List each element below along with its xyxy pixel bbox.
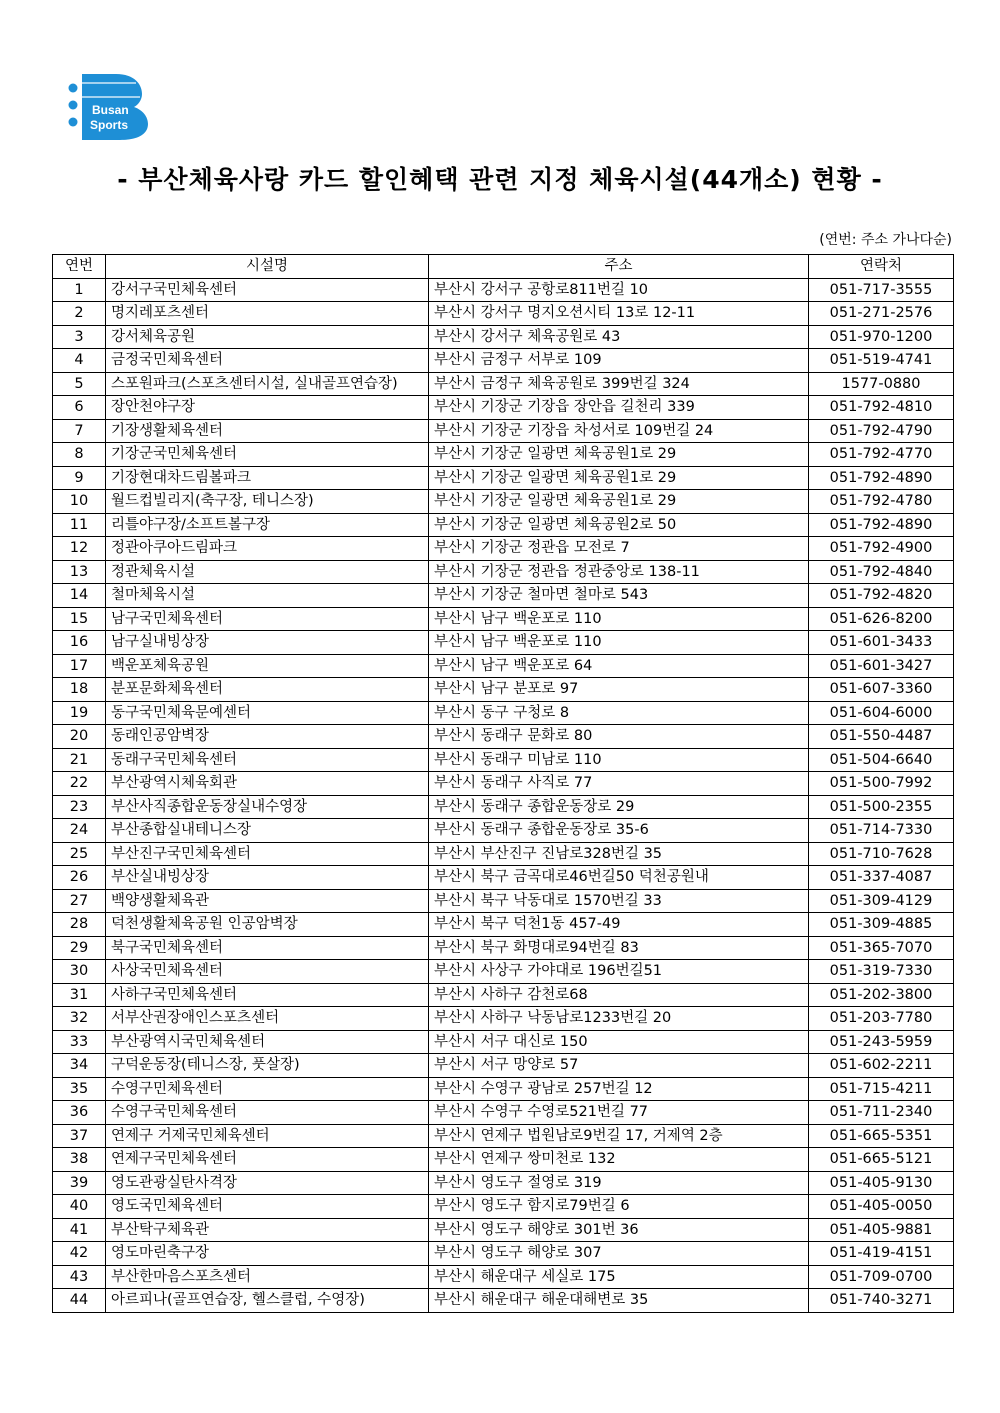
facility-phone: 051-550-4487 bbox=[809, 725, 954, 749]
facility-name: 기장군국민체육센터 bbox=[106, 443, 429, 467]
logo-text-line2: Sports bbox=[90, 118, 129, 132]
facility-name: 북구국민체육센터 bbox=[106, 936, 429, 960]
facility-phone: 051-500-2355 bbox=[809, 795, 954, 819]
table-row bbox=[53, 1124, 954, 1148]
table-row bbox=[53, 678, 954, 702]
facility-name: 분포문화체육센터 bbox=[106, 678, 429, 702]
facility-name: 정관체육시설 bbox=[106, 560, 429, 584]
facility-name: 부산사직종합운동장실내수영장 bbox=[106, 795, 429, 819]
row-number: 40 bbox=[53, 1195, 106, 1219]
facility-address: 부산시 해운대구 해운대해변로 35 bbox=[429, 1289, 809, 1313]
facility-name: 기장생활체육센터 bbox=[106, 419, 429, 443]
facility-phone: 051-203-7780 bbox=[809, 1007, 954, 1031]
facility-address: 부산시 영도구 절영로 319 bbox=[429, 1171, 809, 1195]
table-row bbox=[53, 1077, 954, 1101]
facility-phone: 051-792-4900 bbox=[809, 537, 954, 561]
facility-phone: 051-202-3800 bbox=[809, 983, 954, 1007]
facility-address: 부산시 기장군 일광면 체육공원1로 29 bbox=[429, 443, 809, 467]
table-row bbox=[53, 1265, 954, 1289]
facility-name: 부산진구국민체육센터 bbox=[106, 842, 429, 866]
table-row bbox=[53, 889, 954, 913]
facility-address: 부산시 동래구 사직로 77 bbox=[429, 772, 809, 796]
facility-phone: 051-500-7992 bbox=[809, 772, 954, 796]
facility-name: 부산한마음스포츠센터 bbox=[106, 1265, 429, 1289]
facility-phone: 051-504-6640 bbox=[809, 748, 954, 772]
facility-phone: 051-337-4087 bbox=[809, 866, 954, 890]
facility-address: 부산시 수영구 수영로521번길 77 bbox=[429, 1101, 809, 1125]
row-number: 44 bbox=[53, 1289, 106, 1313]
facility-phone: 051-271-2576 bbox=[809, 302, 954, 326]
table-row bbox=[53, 396, 954, 420]
facility-address: 부산시 연제구 법원남로9번길 17, 거제역 2층 bbox=[429, 1124, 809, 1148]
facility-name: 아르피나(골프연습장, 헬스클럽, 수영장) bbox=[106, 1289, 429, 1313]
facility-name: 연제구국민체육센터 bbox=[106, 1148, 429, 1172]
row-number: 1 bbox=[53, 278, 106, 302]
header-contact: 연락처 bbox=[809, 255, 954, 279]
facility-address: 부산시 사상구 가야대로 196번길51 bbox=[429, 960, 809, 984]
facility-phone: 051-792-4770 bbox=[809, 443, 954, 467]
facility-phone: 051-519-4741 bbox=[809, 349, 954, 373]
facility-name: 강서체육공원 bbox=[106, 325, 429, 349]
facility-phone: 1577-0880 bbox=[809, 372, 954, 396]
facility-phone: 051-405-9130 bbox=[809, 1171, 954, 1195]
facility-address: 부산시 사하구 감천로68 bbox=[429, 983, 809, 1007]
table-row bbox=[53, 372, 954, 396]
table-row bbox=[53, 1148, 954, 1172]
facility-address: 부산시 남구 백운포로 64 bbox=[429, 654, 809, 678]
facility-name: 장안천야구장 bbox=[106, 396, 429, 420]
facility-phone: 051-405-0050 bbox=[809, 1195, 954, 1219]
facility-phone: 051-419-4151 bbox=[809, 1242, 954, 1266]
facility-address: 부산시 북구 금곡대로46번길50 덕천공원내 bbox=[429, 866, 809, 890]
table-row bbox=[53, 748, 954, 772]
facility-name: 덕천생활체육공원 인공암벽장 bbox=[106, 913, 429, 937]
facility-address: 부산시 강서구 명지오션시티 13로 12-11 bbox=[429, 302, 809, 326]
row-number: 27 bbox=[53, 889, 106, 913]
table-row bbox=[53, 1030, 954, 1054]
table-row bbox=[53, 1195, 954, 1219]
facility-name: 부산광역시국민체육센터 bbox=[106, 1030, 429, 1054]
facility-address: 부산시 기장군 기장읍 차성서로 109번길 24 bbox=[429, 419, 809, 443]
facilities-table bbox=[52, 254, 954, 1313]
row-number: 42 bbox=[53, 1242, 106, 1266]
facility-address: 부산시 사하구 낙동남로1233번길 20 bbox=[429, 1007, 809, 1031]
table-row bbox=[53, 1007, 954, 1031]
facility-name: 백양생활체육관 bbox=[106, 889, 429, 913]
table-row bbox=[53, 560, 954, 584]
facility-address: 부산시 동래구 종합운동장로 29 bbox=[429, 795, 809, 819]
facility-name: 부산광역시체육회관 bbox=[106, 772, 429, 796]
facility-name: 동구국민체육문예센터 bbox=[106, 701, 429, 725]
facility-name: 금정국민체육센터 bbox=[106, 349, 429, 373]
table-row bbox=[53, 325, 954, 349]
facility-name: 리틀야구장/소프트볼구장 bbox=[106, 513, 429, 537]
row-number: 22 bbox=[53, 772, 106, 796]
facility-name: 부산탁구체육관 bbox=[106, 1218, 429, 1242]
row-number: 20 bbox=[53, 725, 106, 749]
row-number: 41 bbox=[53, 1218, 106, 1242]
row-number: 15 bbox=[53, 607, 106, 631]
facility-address: 부산시 기장군 일광면 체육공원1로 29 bbox=[429, 490, 809, 514]
table-row bbox=[53, 466, 954, 490]
facility-phone: 051-710-7628 bbox=[809, 842, 954, 866]
table-row bbox=[53, 983, 954, 1007]
facility-address: 부산시 부산진구 진남로328번길 35 bbox=[429, 842, 809, 866]
row-number: 30 bbox=[53, 960, 106, 984]
facility-address: 부산시 북구 덕천1동 457-49 bbox=[429, 913, 809, 937]
row-number: 21 bbox=[53, 748, 106, 772]
table-row bbox=[53, 936, 954, 960]
facility-phone: 051-740-3271 bbox=[809, 1289, 954, 1313]
table-row bbox=[53, 1101, 954, 1125]
facility-phone: 051-714-7330 bbox=[809, 819, 954, 843]
facility-address: 부산시 남구 백운포로 110 bbox=[429, 607, 809, 631]
row-number: 8 bbox=[53, 443, 106, 467]
facility-name: 수영구민체육센터 bbox=[106, 1077, 429, 1101]
facility-address: 부산시 영도구 해양로 307 bbox=[429, 1242, 809, 1266]
facility-phone: 051-792-4890 bbox=[809, 513, 954, 537]
facility-name: 영도관광실탄사격장 bbox=[106, 1171, 429, 1195]
row-number: 14 bbox=[53, 584, 106, 608]
table-row bbox=[53, 842, 954, 866]
facility-address: 부산시 서구 대신로 150 bbox=[429, 1030, 809, 1054]
row-number: 6 bbox=[53, 396, 106, 420]
facility-address: 부산시 기장군 일광면 체육공원1로 29 bbox=[429, 466, 809, 490]
table-row bbox=[53, 654, 954, 678]
logo-text-line1: Busan bbox=[92, 103, 129, 117]
sort-note: (연번: 주소 가나다순) bbox=[819, 232, 952, 248]
table-row bbox=[53, 607, 954, 631]
facility-phone: 051-602-2211 bbox=[809, 1054, 954, 1078]
facility-name: 월드컵빌리지(축구장, 테니스장) bbox=[106, 490, 429, 514]
facility-name: 동래구국민체육센터 bbox=[106, 748, 429, 772]
facility-phone: 051-715-4211 bbox=[809, 1077, 954, 1101]
table-row bbox=[53, 1218, 954, 1242]
facility-name: 사하구국민체육센터 bbox=[106, 983, 429, 1007]
table-body bbox=[53, 278, 954, 1312]
facility-name: 강서구국민체육센터 bbox=[106, 278, 429, 302]
row-number: 33 bbox=[53, 1030, 106, 1054]
facility-name: 남구실내빙상장 bbox=[106, 631, 429, 655]
row-number: 5 bbox=[53, 372, 106, 396]
row-number: 10 bbox=[53, 490, 106, 514]
row-number: 28 bbox=[53, 913, 106, 937]
row-number: 3 bbox=[53, 325, 106, 349]
table-row bbox=[53, 1054, 954, 1078]
facility-address: 부산시 동래구 종합운동장로 35-6 bbox=[429, 819, 809, 843]
row-number: 31 bbox=[53, 983, 106, 1007]
facility-phone: 051-405-9881 bbox=[809, 1218, 954, 1242]
facility-phone: 051-601-3433 bbox=[809, 631, 954, 655]
table-row bbox=[53, 772, 954, 796]
facility-name: 백운포체육공원 bbox=[106, 654, 429, 678]
table-row bbox=[53, 819, 954, 843]
row-number: 11 bbox=[53, 513, 106, 537]
facility-phone: 051-970-1200 bbox=[809, 325, 954, 349]
facility-phone: 051-792-4840 bbox=[809, 560, 954, 584]
row-number: 4 bbox=[53, 349, 106, 373]
facility-name: 남구국민체육센터 bbox=[106, 607, 429, 631]
row-number: 32 bbox=[53, 1007, 106, 1031]
table-row bbox=[53, 866, 954, 890]
header-facility-name: 시설명 bbox=[106, 255, 429, 279]
row-number: 38 bbox=[53, 1148, 106, 1172]
row-number: 2 bbox=[53, 302, 106, 326]
facility-address: 부산시 강서구 공항로811번길 10 bbox=[429, 278, 809, 302]
facility-address: 부산시 기장군 일광면 체육공원2로 50 bbox=[429, 513, 809, 537]
facility-address: 부산시 북구 낙동대로 1570번길 33 bbox=[429, 889, 809, 913]
table-row bbox=[53, 513, 954, 537]
facility-address: 부산시 영도구 해양로 301번 36 bbox=[429, 1218, 809, 1242]
row-number: 34 bbox=[53, 1054, 106, 1078]
table-header-row bbox=[53, 255, 954, 279]
facility-phone: 051-709-0700 bbox=[809, 1265, 954, 1289]
facility-address: 부산시 수영구 광남로 257번길 12 bbox=[429, 1077, 809, 1101]
table-row bbox=[53, 349, 954, 373]
facility-address: 부산시 금정구 서부로 109 bbox=[429, 349, 809, 373]
table-row bbox=[53, 490, 954, 514]
row-number: 36 bbox=[53, 1101, 106, 1125]
table-row bbox=[53, 913, 954, 937]
facility-address: 부산시 남구 분포로 97 bbox=[429, 678, 809, 702]
facility-name: 기장현대차드림볼파크 bbox=[106, 466, 429, 490]
row-number: 16 bbox=[53, 631, 106, 655]
facility-name: 부산실내빙상장 bbox=[106, 866, 429, 890]
facility-address: 부산시 연제구 쌍미천로 132 bbox=[429, 1148, 809, 1172]
page-title: - 부산체육사랑 카드 할인혜택 관련 지정 체육시설(44개소) 현황 - bbox=[117, 165, 883, 194]
table-row bbox=[53, 584, 954, 608]
row-number: 23 bbox=[53, 795, 106, 819]
table-row bbox=[53, 537, 954, 561]
facility-name: 부산종합실내테니스장 bbox=[106, 819, 429, 843]
facility-address: 부산시 동래구 미남로 110 bbox=[429, 748, 809, 772]
facility-phone: 051-607-3360 bbox=[809, 678, 954, 702]
facility-address: 부산시 북구 화명대로94번길 83 bbox=[429, 936, 809, 960]
facility-phone: 051-604-6000 bbox=[809, 701, 954, 725]
table-row bbox=[53, 1242, 954, 1266]
header-number: 연번 bbox=[53, 255, 106, 279]
facility-address: 부산시 서구 망양로 57 bbox=[429, 1054, 809, 1078]
table-row bbox=[53, 443, 954, 467]
facility-phone: 051-243-5959 bbox=[809, 1030, 954, 1054]
facility-phone: 051-365-7070 bbox=[809, 936, 954, 960]
facility-phone: 051-601-3427 bbox=[809, 654, 954, 678]
row-number: 12 bbox=[53, 537, 106, 561]
facility-phone: 051-792-4780 bbox=[809, 490, 954, 514]
facility-name: 수영구국민체육센터 bbox=[106, 1101, 429, 1125]
facility-address: 부산시 강서구 체육공원로 43 bbox=[429, 325, 809, 349]
facility-phone: 051-792-4810 bbox=[809, 396, 954, 420]
facility-name: 명지레포츠센터 bbox=[106, 302, 429, 326]
header-address: 주소 bbox=[429, 255, 809, 279]
row-number: 7 bbox=[53, 419, 106, 443]
facility-name: 동래인공암벽장 bbox=[106, 725, 429, 749]
table-row bbox=[53, 302, 954, 326]
row-number: 39 bbox=[53, 1171, 106, 1195]
facility-name: 사상국민체육센터 bbox=[106, 960, 429, 984]
table-row bbox=[53, 631, 954, 655]
facility-phone: 051-665-5121 bbox=[809, 1148, 954, 1172]
facility-phone: 051-319-7330 bbox=[809, 960, 954, 984]
facility-phone: 051-626-8200 bbox=[809, 607, 954, 631]
facility-name: 서부산권장애인스포츠센터 bbox=[106, 1007, 429, 1031]
facility-phone: 051-717-3555 bbox=[809, 278, 954, 302]
row-number: 43 bbox=[53, 1265, 106, 1289]
table-row bbox=[53, 278, 954, 302]
facility-name: 철마체육시설 bbox=[106, 584, 429, 608]
busan-sports-logo-icon bbox=[68, 74, 160, 140]
row-number: 26 bbox=[53, 866, 106, 890]
facility-address: 부산시 남구 백운포로 110 bbox=[429, 631, 809, 655]
facility-name: 연제구 거제국민체육센터 bbox=[106, 1124, 429, 1148]
facility-phone: 051-309-4129 bbox=[809, 889, 954, 913]
facility-address: 부산시 영도구 함지로79번길 6 bbox=[429, 1195, 809, 1219]
table-row bbox=[53, 795, 954, 819]
facility-address: 부산시 기장군 정관읍 모전로 7 bbox=[429, 537, 809, 561]
row-number: 24 bbox=[53, 819, 106, 843]
table-row bbox=[53, 1289, 954, 1313]
table-row bbox=[53, 960, 954, 984]
facility-name: 스포원파크(스포츠센터시설, 실내골프연습장) bbox=[106, 372, 429, 396]
table-row bbox=[53, 419, 954, 443]
row-number: 29 bbox=[53, 936, 106, 960]
facility-phone: 051-792-4820 bbox=[809, 584, 954, 608]
row-number: 35 bbox=[53, 1077, 106, 1101]
row-number: 13 bbox=[53, 560, 106, 584]
facility-address: 부산시 동래구 문화로 80 bbox=[429, 725, 809, 749]
facility-phone: 051-792-4890 bbox=[809, 466, 954, 490]
row-number: 17 bbox=[53, 654, 106, 678]
row-number: 9 bbox=[53, 466, 106, 490]
facility-address: 부산시 기장군 철마면 철마로 543 bbox=[429, 584, 809, 608]
facility-address: 부산시 동구 구청로 8 bbox=[429, 701, 809, 725]
facility-phone: 051-665-5351 bbox=[809, 1124, 954, 1148]
facility-name: 영도마린축구장 bbox=[106, 1242, 429, 1266]
facility-address: 부산시 기장군 기장읍 장안읍 길천리 339 bbox=[429, 396, 809, 420]
facility-name: 정관아쿠아드림파크 bbox=[106, 537, 429, 561]
facility-name: 영도국민체육센터 bbox=[106, 1195, 429, 1219]
facility-address: 부산시 기장군 정관읍 정관중앙로 138-11 bbox=[429, 560, 809, 584]
row-number: 37 bbox=[53, 1124, 106, 1148]
facility-address: 부산시 금정구 체육공원로 399번길 324 bbox=[429, 372, 809, 396]
facility-phone: 051-792-4790 bbox=[809, 419, 954, 443]
facility-phone: 051-711-2340 bbox=[809, 1101, 954, 1125]
facility-name: 구덕운동장(테니스장, 풋살장) bbox=[106, 1054, 429, 1078]
table-row bbox=[53, 725, 954, 749]
row-number: 19 bbox=[53, 701, 106, 725]
table-row bbox=[53, 701, 954, 725]
busan-sports-logo bbox=[68, 74, 160, 140]
row-number: 18 bbox=[53, 678, 106, 702]
table-row bbox=[53, 1171, 954, 1195]
facility-address: 부산시 해운대구 세실로 175 bbox=[429, 1265, 809, 1289]
facility-phone: 051-309-4885 bbox=[809, 913, 954, 937]
row-number: 25 bbox=[53, 842, 106, 866]
